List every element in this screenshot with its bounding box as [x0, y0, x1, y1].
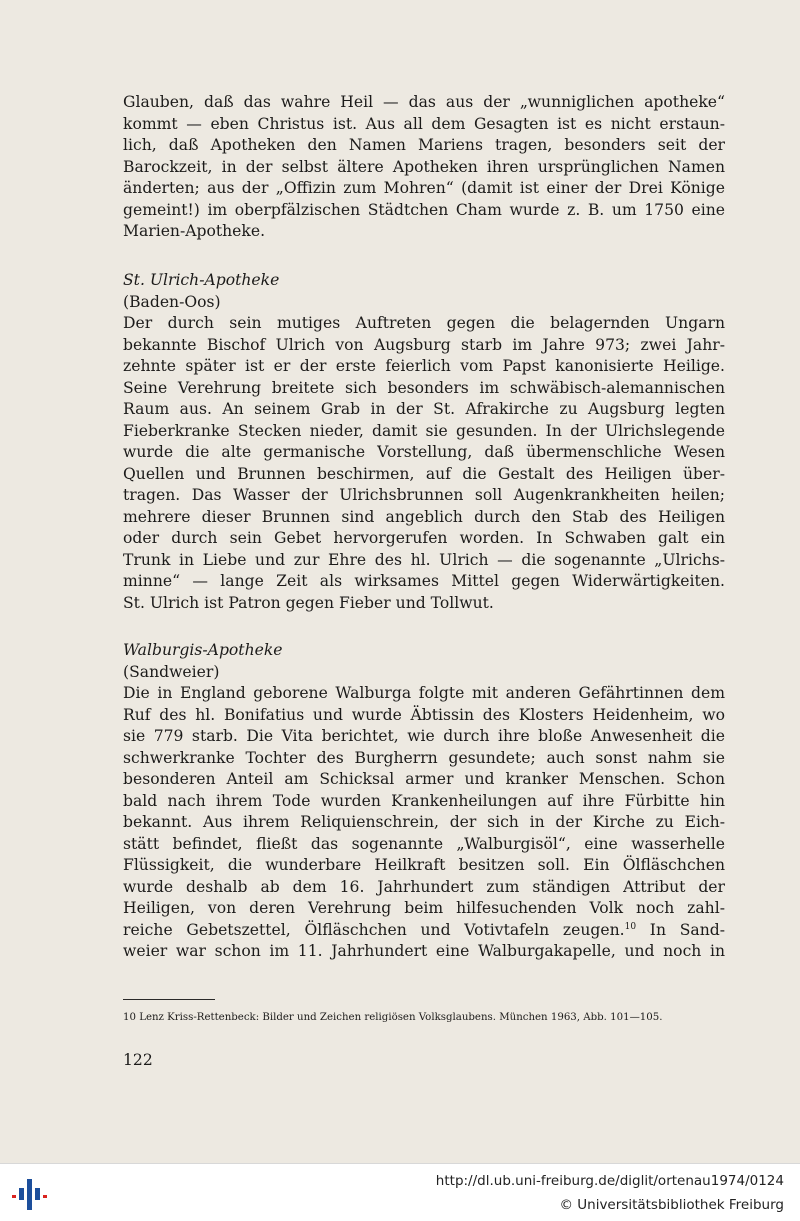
text-line: besonderen Anteil am Schicksal armer und kranker Menschen. Schon — [123, 770, 725, 788]
text-line: Flüssigkeit, die wunderbare Heilkraft besitzen soll. Ein Ölfläschchen — [123, 856, 725, 874]
text-line: zehnte später ist er der erste feierlich vom Papst kanonisierte Heilige. — [123, 357, 725, 375]
text-line: bekannte Bischof Ulrich von Augsburg starb im Jahre 973; zwei Jahr- — [123, 335, 725, 354]
text-line: schwerkranke Tochter des Burgherrn gesundete; auch sonst nahm sie — [123, 748, 725, 767]
copyright-text: © Universitätsbibliothek Freiburg — [559, 1197, 784, 1213]
text-line: stätt befindet, fließt das sogenannte „Walburgisöl“, eine wasserhelle — [123, 834, 725, 853]
text-line: Barockzeit, in der selbst ältere Apotheken ihren ursprünglichen Namen — [123, 157, 725, 176]
section-location: (Baden-Oos) — [123, 292, 221, 311]
text-line: St. Ulrich ist Patron gegen Fieber und Tollwut. — [123, 593, 494, 612]
page-number: 122 — [123, 1051, 153, 1069]
footnote-reference: 10 — [624, 921, 637, 932]
text-line: sie 779 starb. Die Vita berichtet, wie durch ihre bloße Anwesenheit die — [123, 727, 725, 745]
text-line: Trunk in Liebe und zur Ehre des hl. Ulrich — die sogenannte „Ulrichs- — [123, 550, 725, 569]
text-line: bald nach ihrem Tode wurden Krankenheilungen auf ihre Fürbitte hin — [123, 791, 725, 810]
text-line: minne“ — lange Zeit als wirksames Mittel gegen Widerwärtigkeiten. — [123, 572, 725, 590]
text-line: bekannt. Aus ihrem Reliquienschrein, der sich in der Kirche zu Eich- — [123, 813, 725, 831]
text-line: änderten; aus der „Offizin zum Mohren“ (damit ist einer der Drei Könige — [123, 179, 725, 197]
text-line: Seine Verehrung breitete sich besonders im schwäbisch-alemannischen — [123, 378, 725, 397]
text-line: wurde deshalb ab dem 16. Jahrhundert zum ständigen Attribut der — [123, 877, 725, 896]
paragraph-intro — [123, 92, 725, 243]
section-walburgis — [123, 640, 725, 963]
text-line: tragen. Das Wasser der Ulrichsbrunnen soll Augenkrankheiten heilen; — [123, 486, 725, 504]
text-line: wurde die alte germanische Vorstellung, daß übermenschliche Wesen — [123, 443, 725, 461]
text-line: oder durch sein Gebet hervorgerufen worden. In Schwaben galt ein — [123, 529, 725, 547]
text-line: Quellen und Brunnen beschirmen, auf die Gestalt des Heiligen über- — [123, 464, 725, 483]
text-line: kommt — eben Christus ist. Aus all dem Gesagten ist es nicht erstaun- — [123, 114, 725, 133]
text-line: mehrere dieser Brunnen sind angeblich durch den Stab des Heiligen — [123, 507, 725, 526]
section-st-ulrich — [123, 270, 725, 614]
ub-freiburg-logo-icon[interactable] — [10, 1173, 52, 1215]
text-line: Fieberkranke Stecken nieder, damit sie gesunden. In der Ulrichslegende — [123, 421, 725, 440]
text-line: Marien-Apotheke. — [123, 222, 266, 240]
text-line: Der durch sein mutiges Auftreten gegen die belagernden Ungarn — [123, 314, 725, 332]
permalink-url[interactable]: http://dl.ub.uni-freiburg.de/diglit/ortenau1974/0124 — [435, 1173, 784, 1189]
footnote-text: 10 Lenz Kriss-Rettenbeck: Bilder und Zeichen religiösen Volksglaubens. München 1963, Abb. 101—105. — [123, 1012, 663, 1023]
text-line: Die in England geborene Walburga folgte mit anderen Gefährtinnen dem — [123, 684, 725, 702]
text-line: gemeint!) im oberpfälzischen Städtchen Cham wurde z. B. um 1750 eine — [123, 200, 725, 219]
footnote-divider — [123, 999, 215, 1000]
text-line: weier war schon im 11. Jahrhundert eine Walburgakapelle, und noch in — [123, 942, 725, 960]
text-line: Ruf des hl. Bonifatius und wurde Äbtissin des Klosters Heidenheim, wo — [123, 705, 725, 724]
text-line: lich, daß Apotheken den Namen Mariens tragen, besonders seit der — [123, 136, 725, 154]
viewer-footer — [0, 1163, 800, 1221]
text-line-with-footnote — [123, 920, 725, 942]
text-line: Glauben, daß das wahre Heil — das aus der „wunniglichen apotheke“ — [123, 93, 725, 111]
text-line: Heiligen, von deren Verehrung beim hilfesuchenden Volk noch zahl- — [123, 899, 725, 917]
section-location: (Sandweier) — [123, 662, 220, 681]
text-line: Raum aus. An seinem Grab in der St. Afrakirche zu Augsburg legten — [123, 400, 725, 418]
text-segment: In Sand- — [636, 920, 725, 939]
text-segment: reiche Gebetszettel, Ölfläschchen und Votivtafeln zeugen. — [123, 920, 625, 939]
section-title: Walburgis-Apotheke — [123, 641, 283, 659]
section-title: St. Ulrich-Apotheke — [123, 271, 280, 289]
